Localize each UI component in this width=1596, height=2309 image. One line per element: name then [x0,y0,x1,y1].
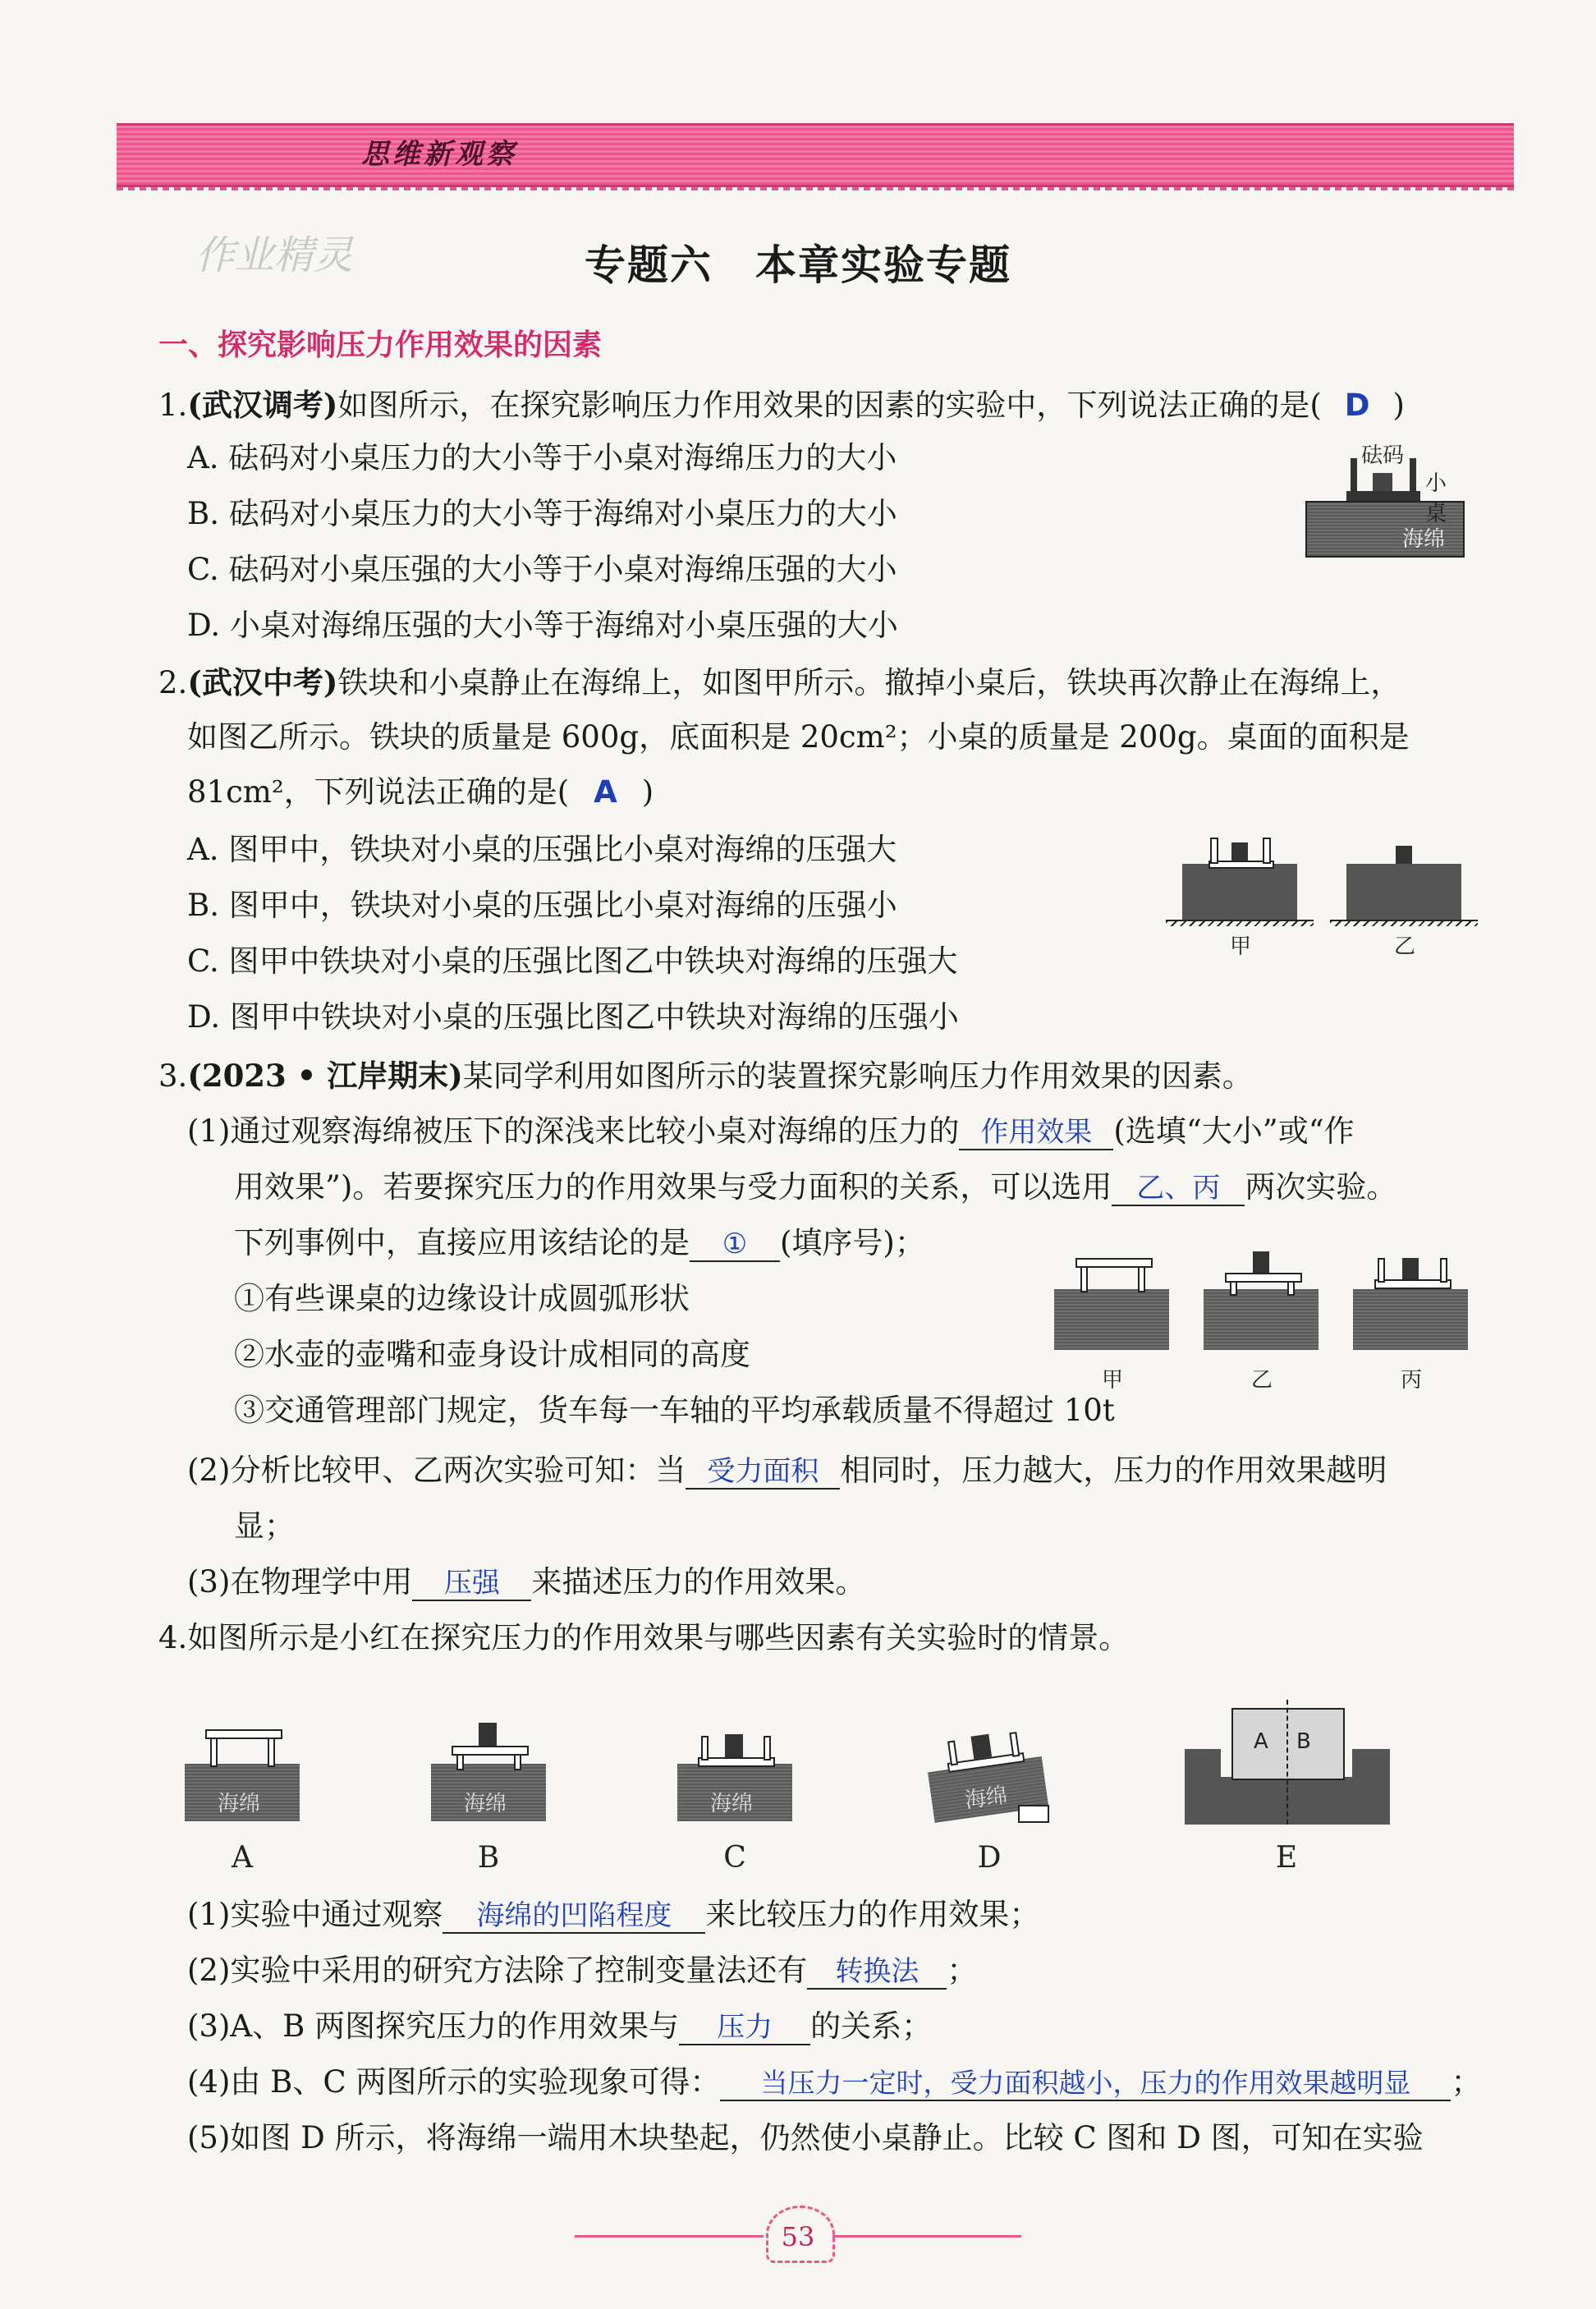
q3-item-2: ②水壶的壶嘴和壶身设计成相同的高度 [234,1337,750,1372]
banner-dotted-rule [117,187,1514,191]
q4-p5: (5)如图 D 所示，将海绵一端用木块垫起，仍然使小桌静止。比较 C 图和 D 图，可知在实验 [187,2120,1424,2155]
q3-table-leg [1138,1266,1145,1292]
q4-e-block [1231,1708,1345,1780]
q3-table-leg [1230,1281,1237,1296]
q2-option-c: C. 图甲中铁块对小桌的压强比图乙中铁块对海绵的压强大 [187,943,958,979]
q2-sponge-b [1346,864,1461,920]
q2-line3: 81cm²，下列说法正确的是( A ) [187,774,654,810]
q3-label-b: 乙 [1251,1368,1273,1393]
q3-table-leg [1287,1281,1295,1296]
page-title: 专题六 本章实验专题 [585,241,1011,289]
q2-option-d: D. 图甲中铁块对小桌的压强比图乙中铁块对海绵的压强小 [187,999,959,1035]
q4-label-d: D [977,1841,1002,1875]
q3-item-1: ①有些课桌的边缘设计成圆弧形状 [234,1281,690,1316]
q2-iron-block [1396,846,1412,864]
q3-weight-b [1253,1251,1269,1273]
q2-table-leg [1263,838,1271,864]
q4-label-b: B [477,1841,500,1875]
q1-weight [1373,473,1392,491]
q3-answer-1: 作用效果 [959,1116,1113,1150]
q4-table-leg [514,1754,521,1770]
q4-sponge-label: 海绵 [963,1783,1009,1814]
q4-e-label-b: B [1296,1729,1311,1754]
q3-table-leg [1080,1266,1088,1292]
q3-answer-4: 受力面积 [686,1455,840,1490]
q1-option-d: D. 小桌对海绵压强的大小等于海绵对小桌压强的大小 [187,608,898,643]
q4-answer-2: 转换法 [807,1955,947,1990]
q2-line2: 如图乙所示。铁块的质量是 600g，底面积是 20cm²；小桌的质量是 200g。桌面的面积是 [187,719,1410,755]
q4-answer-1: 海绵的凹陷程度 [443,1899,705,1934]
q3-sponge-b [1204,1289,1319,1350]
q3-sponge-a [1054,1289,1169,1350]
section-heading: 一、探究影响压力作用效果的因素 [158,328,603,362]
q1-option-b: B. 砝码对小桌压力的大小等于海绵对小桌压力的大小 [187,496,897,531]
page-number: 53 [781,2221,815,2252]
q4-p1: (1)实验中通过观察 海绵的凹陷程度 来比较压力的作用效果； [187,1897,1040,1932]
q1-stem: 1.(武汉调考)如图所示，在探究影响压力作用效果的因素的实验中，下列说法正确的是( D ) [158,387,1405,423]
q4-table-leg [701,1736,709,1760]
q3-p2-line2: 显； [234,1508,295,1544]
q4-weight-b [479,1723,497,1746]
watermark-logo: 作业精灵 [195,232,354,278]
q3-answer-5: 压强 [412,1567,531,1601]
q4-e-cutline [1286,1700,1288,1825]
q4-weight-c [725,1734,743,1757]
q4-figure-row [185,1700,1416,1880]
q3-p1-line2: 用效果”)。若要探究压力的作用效果与受力面积的关系，可以选用 乙、丙 两次实验。 [234,1169,1397,1205]
q4-label-e: E [1275,1841,1298,1875]
q3-table-leg [1378,1258,1385,1283]
q4-sponge-label: 海绵 [218,1792,261,1816]
q3-figure [1051,1240,1478,1396]
q3-p1-line3: 下列事例中，直接应用该结论的是 ① (填序号)； [234,1225,925,1260]
q3-answer-2: 乙、丙 [1112,1172,1245,1206]
q4-table-leg [268,1737,275,1767]
q2-ground-a [1166,920,1314,926]
q4-sponge-label: 海绵 [464,1792,507,1816]
q2-iron-block [1231,842,1248,861]
q4-label-a: A [232,1841,253,1875]
q1-weight-label: 砝码 [1361,443,1405,468]
q4-label-c: C [723,1841,746,1875]
q1-table-label: 小桌 [1425,471,1447,526]
q4-stem: 4.如图所示是小红在探究压力的作用效果与哪些因素有关实验时的情景。 [158,1620,1130,1655]
q4-p2: (2)实验中采用的研究方法除了控制变量法还有 转换法 ； [187,1953,978,1988]
q4-answer-4: 当压力一定时，受力面积越小，压力的作用效果越明显 [720,2067,1451,2101]
q3-weight-c [1402,1258,1419,1279]
q4-answer-3: 压力 [679,2011,810,2045]
q2-sponge-a [1182,864,1297,920]
header-banner [117,123,1514,187]
q3-sponge-c [1353,1289,1468,1350]
q1-table-leg [1351,458,1357,491]
q2-option-a: A. 图甲中，铁块对小桌的压强比小桌对海绵的压强大 [187,832,897,867]
q2-option-b: B. 图甲中，铁块对小桌的压强比小桌对海绵的压强小 [187,888,897,923]
q1-option-c: C. 砝码对小桌压强的大小等于小桌对海绵压强的大小 [187,552,897,587]
q4-p4: (4)由 B、C 两图所示的实验现象可得： 当压力一定时，受力面积越小，压力的作用效果越明显 ； [187,2064,1482,2100]
q3-table-leg [1440,1258,1447,1283]
q4-sponge-label: 海绵 [710,1792,754,1816]
q3-p3: (3)在物理学中用 压强 来描述压力的作用效果。 [187,1564,866,1600]
q4-p3: (3)A、B 两图探究压力的作用效果与 压力 的关系； [187,2008,933,2044]
q2-label-b: 乙 [1394,934,1416,959]
q1-answer: D [1344,388,1370,423]
q1-table-leg [1410,458,1416,491]
q4-table-leg [210,1737,218,1767]
q2-line1: 2.(武汉中考)铁块和小桌静止在海绵上，如图甲所示。撤掉小桌后，铁块再次静止在海绵上， [158,664,1401,700]
q1-figure [1305,443,1461,554]
q2-ground-b [1330,920,1478,926]
q1-table-top [1346,491,1420,501]
q3-p1-line1: (1)通过观察海绵被压下的深浅来比较小桌对海绵的压力的 作用效果 (选填“大小”或“作 [187,1113,1355,1149]
q3-label-c: 丙 [1401,1368,1423,1393]
q2-table-leg [1210,838,1218,864]
q1-sponge-label: 海绵 [1402,527,1446,552]
q3-p2-line1: (2)分析比较甲、乙两次实验可知：当 受力面积 相同时，压力越大，压力的作用效果越明 [187,1453,1387,1488]
q4-wood-block [1018,1805,1049,1823]
q4-e-label-a: A [1254,1729,1268,1754]
q3-label-a: 甲 [1102,1368,1124,1393]
q4-table-leg [456,1754,464,1770]
q4-table-leg [764,1736,771,1760]
q2-figure [1166,829,1478,961]
q3-item-3: ③交通管理部门规定，货车每一车轴的平均承载质量不得超过 10t [234,1393,1115,1428]
banner-label: 思维新观察 [361,138,517,171]
q2-answer: A [594,774,617,810]
q4-weight-d [970,1734,992,1760]
q2-label-a: 甲 [1230,934,1252,959]
q3-answer-3: ① [690,1228,780,1262]
q1-option-a: A. 砝码对小桌压力的大小等于小桌对海绵压力的大小 [187,440,897,475]
q3-stem: 3.(2023 • 江岸期末)某同学利用如图所示的装置探究影响压力作用效果的因素。 [158,1058,1253,1094]
